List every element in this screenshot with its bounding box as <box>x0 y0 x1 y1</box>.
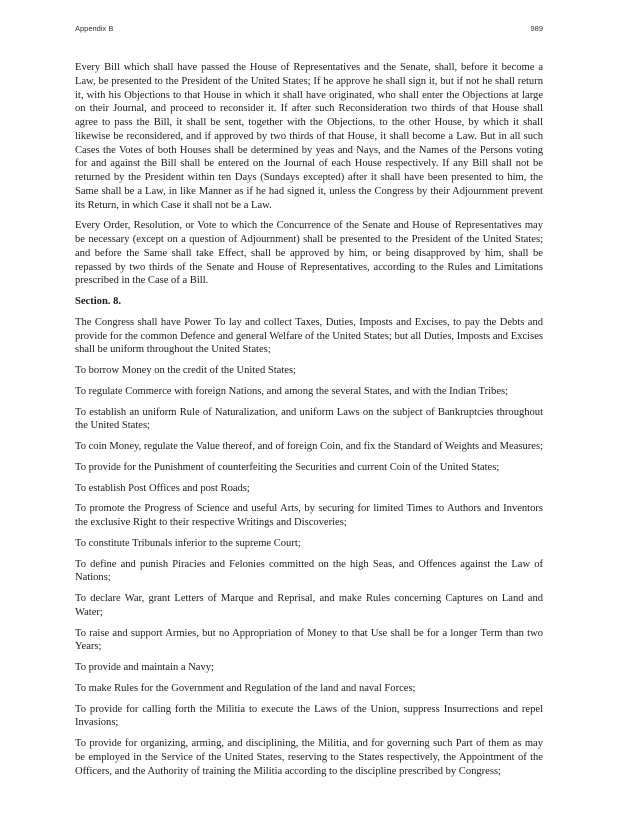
paragraph: To provide and maintain a Navy; <box>75 662 214 673</box>
paragraph: To declare War, grant Letters of Marque and Reprisal, and make Rules concerning Captures on Land and Water; <box>75 593 543 618</box>
paragraph: Every Order, Resolution, or Vote to which the Concurrence of the Senate and House of Representatives may be necessary (except on a question of Adjournment) shall be presented to the President of the United States; and before the Same shall take Effect, shall be approved by him, or being disapproved by him, shall be repassed by two thirds of the Senate and House of Representatives, according to the Rules and Limitations prescribed in the Case of a Bill. <box>75 220 543 287</box>
paragraph: To provide for the Punishment of counterfeiting the Securities and current Coin of the United States; <box>75 461 500 473</box>
appendix-label: Appendix B <box>75 24 114 33</box>
paragraph: To borrow Money on the credit of the United States; <box>75 365 296 376</box>
paragraph: To provide for organizing, arming, and disciplining, the Militia, and for governing such Part of them as may be employed in the Service of the United States, reserving to the States respectively, the Appointment of the Officers, and the Authority of training the Militia according to the discipline prescribed by Congress; <box>75 738 543 777</box>
paragraph: To establish Post Offices and post Roads; <box>75 482 250 494</box>
page-number: 989 <box>530 24 543 33</box>
running-header <box>75 24 543 36</box>
paragraph: Every Bill which shall have passed the House of Representatives and the Senate, shall, before it become a Law, be presented to the President of the United States; If he approve he shall sign it, but if not he shall return it, with his Objections to that House in which it shall have originated, who shall enter the Objections at large on their Journal, and proceed to reconsider it. If after such Reconsideration two thirds of that House shall agree to pass the Bill, it shall be sent, together with the Objections, to the other House, by which it shall likewise be reconsidered, and if approved by two thirds of that House, it shall become a Law. But in all such Cases the Votes of both Houses shall be determined by yeas and Nays, and the Names of the Persons voting for and against the Bill shall be entered on the Journal of each House respectively. If any Bill shall not be returned by the President within ten Days (Sundays excepted) after it shall have been presented to him, the Same shall be a Law, in like Manner as if he had signed it, unless the Congress by their Adjournment prevent its Return, in which Case it shall not be a Law. <box>75 62 543 211</box>
paragraph: To establish an uniform Rule of Naturalization, and uniform Laws on the subject of Bankruptcies throughout the United States; <box>75 406 543 432</box>
paragraph: To promote the Progress of Science and useful Arts, by securing for limited Times to Authors and Inventors the exclusive Right to their respective Writings and Discoveries; <box>75 503 543 528</box>
paragraph: To coin Money, regulate the Value thereof, and of foreign Coin, and fix the Standard of Weights and Measures; <box>75 441 544 452</box>
paragraph: To define and punish Piracies and Felonies committed on the high Seas, and Offences against the Law of Nations; <box>75 558 543 584</box>
paragraph: To provide for calling forth the Militia to execute the Laws of the Union, suppress Insurrections and repel Invasions; <box>75 703 543 729</box>
paragraph: To make Rules for the Government and Regulation of the land and naval Forces; <box>75 682 416 694</box>
paragraph: To raise and support Armies, but no Appropriation of Money to that Use shall be for a longer Term than two Years; <box>75 627 543 653</box>
paragraph: To regulate Commerce with foreign Nations, and among the several States, and with the Indian Tribes; <box>75 385 509 397</box>
paragraph: The Congress shall have Power To lay and collect Taxes, Duties, Imposts and Excises, to pay the Debts and provide for the common Defence and general Welfare of the United States; but all Duties, Imposts and Excises shall be uniform throughout the United States; <box>75 316 543 356</box>
paragraph: To constitute Tribunals inferior to the supreme Court; <box>75 537 301 549</box>
section-heading: Section. 8. <box>75 296 121 307</box>
document-body <box>75 61 543 785</box>
